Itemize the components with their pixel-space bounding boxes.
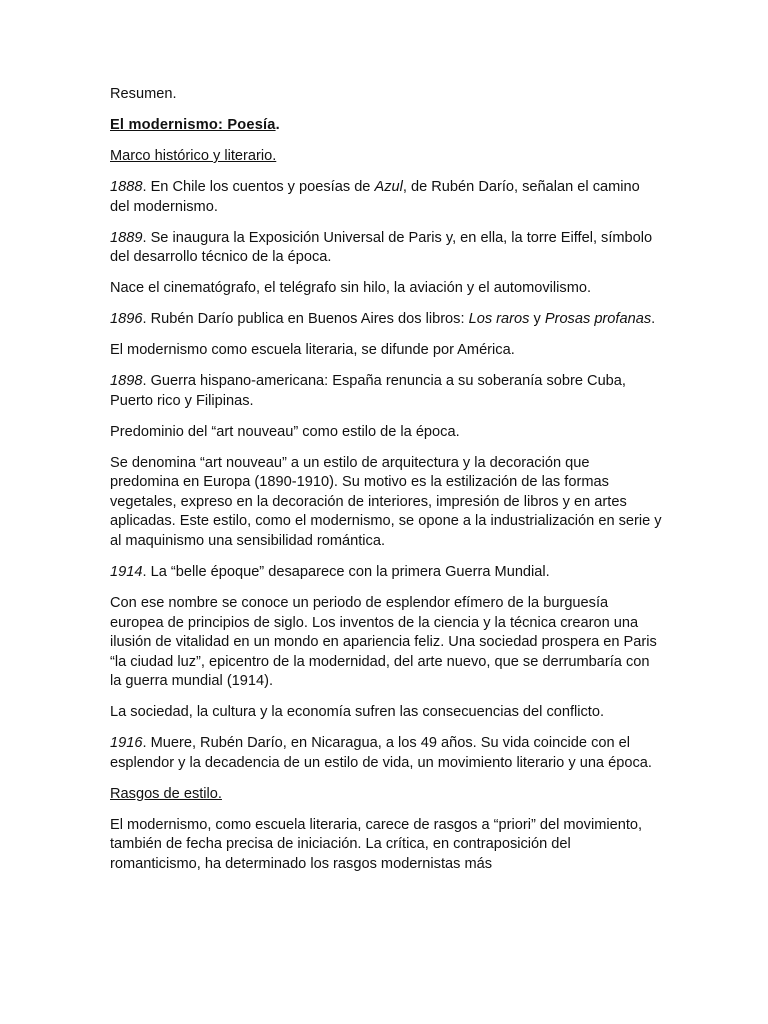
doc-heading: Resumen. xyxy=(110,86,177,102)
section-heading-rasgos xyxy=(110,785,662,805)
year-1896: 1896 xyxy=(110,311,143,328)
paragraph-art-nouveau: Se denomina “art nouveau” a un estilo de arquitectura y la decoración que predomina en Europa (1890-1910). Su motivo es la estilización de las formas vegetales, expreso en la decoración de interiores, impresión de libros y en artes aplicadas. Este estilo, como el modernismo, se opone a la industrialización en serie y al maquinismo una sensibilidad romántica. xyxy=(110,454,662,549)
year-1916: 1916 xyxy=(110,735,143,752)
paragraph-escuela: El modernismo como escuela literaria, se difunde por América. xyxy=(110,342,515,359)
paragraph-1898 xyxy=(110,372,662,411)
paragraph-1889 xyxy=(110,229,662,268)
paragraph-1898-a: . Guerra hispano-americana: España renuncia a su soberanía sobre Cuba, Puerto rico y Filipinas. xyxy=(110,373,626,409)
paragraph-1896-and: y xyxy=(529,311,545,328)
paragraph-1888-a: . En Chile los cuentos y poesías de xyxy=(142,178,375,195)
paragraph-1888 xyxy=(110,178,662,217)
paragraph-1889-a: . Se inaugura la Exposición Universal de Paris y, en ella, la torre Eiffel, símbolo del desarrollo técnico de la época. xyxy=(110,229,653,266)
section-heading-rasgos-text: Rasgos de estilo. xyxy=(110,785,222,802)
book-prosas-profanas: Prosas profanas xyxy=(544,311,652,328)
paragraph-1896 xyxy=(110,310,662,330)
book-los-raros: Los raros xyxy=(468,311,530,328)
paragraph-1916-a: . Muere, Rubén Darío, en Nicaragua, a los 49 años. Su vida coincide con el esplendor y la decadencia de un estilo de vida, un movimiento literario y una época. xyxy=(110,735,652,771)
year-1898: 1898 xyxy=(110,373,143,390)
paragraph-1888-b: , de Rubén Darío, señalan el camino del modernismo. xyxy=(110,178,640,215)
year-1888: 1888 xyxy=(110,178,143,195)
doc-title-text: El modernismo: Poesía xyxy=(110,116,276,133)
paragraph-predominio: Predominio del “art nouveau” como estilo de la época. xyxy=(110,423,460,440)
year-1889: 1889 xyxy=(110,229,143,246)
doc-title xyxy=(110,116,662,136)
paragraph-1914-a: . La “belle époque” desaparece con la primera Guerra Mundial. xyxy=(142,563,550,580)
paragraph-cinematografo: Nace el cinematógrafo, el telégrafo sin hilo, la aviación y el automovilismo. xyxy=(110,280,592,297)
paragraph-sociedad: La sociedad, la cultura y la economía sufren las consecuencias del conflicto. xyxy=(110,704,605,721)
paragraph-belle-epoque: Con ese nombre se conoce un periodo de esplendor efímero de la burguesía europea de principios de siglo. Los inventos de la ciencia y la técnica crearon una ilusión de vitalidad en un mondo en apariencia feliz. Una sociedad prospera en Paris “la ciudad luz”, epicentro de la modernidad, del arte nuevo, que se derrumbaría con la guerra mundial (1914). xyxy=(110,594,657,690)
paragraph-1896-a: . Rubén Darío publica en Buenos Aires dos libros: xyxy=(142,311,469,328)
document-page xyxy=(110,85,662,886)
paragraph-1914 xyxy=(110,563,662,583)
doc-title-dot: . xyxy=(275,116,280,133)
book-azul: Azul xyxy=(374,178,403,195)
year-1914: 1914 xyxy=(110,563,143,580)
paragraph-1916 xyxy=(110,734,662,773)
paragraph-rasgos: El modernismo, como escuela literaria, carece de rasgos a “priori” del movimiento, también de fecha precisa de iniciación. La crítica, en contraposición del romanticismo, ha determinado los rasgos modernistas más xyxy=(110,816,643,873)
section-heading-marco-text: Marco histórico y literario. xyxy=(110,147,277,164)
paragraph-1896-end: . xyxy=(651,311,656,328)
section-heading-marco xyxy=(110,147,662,167)
